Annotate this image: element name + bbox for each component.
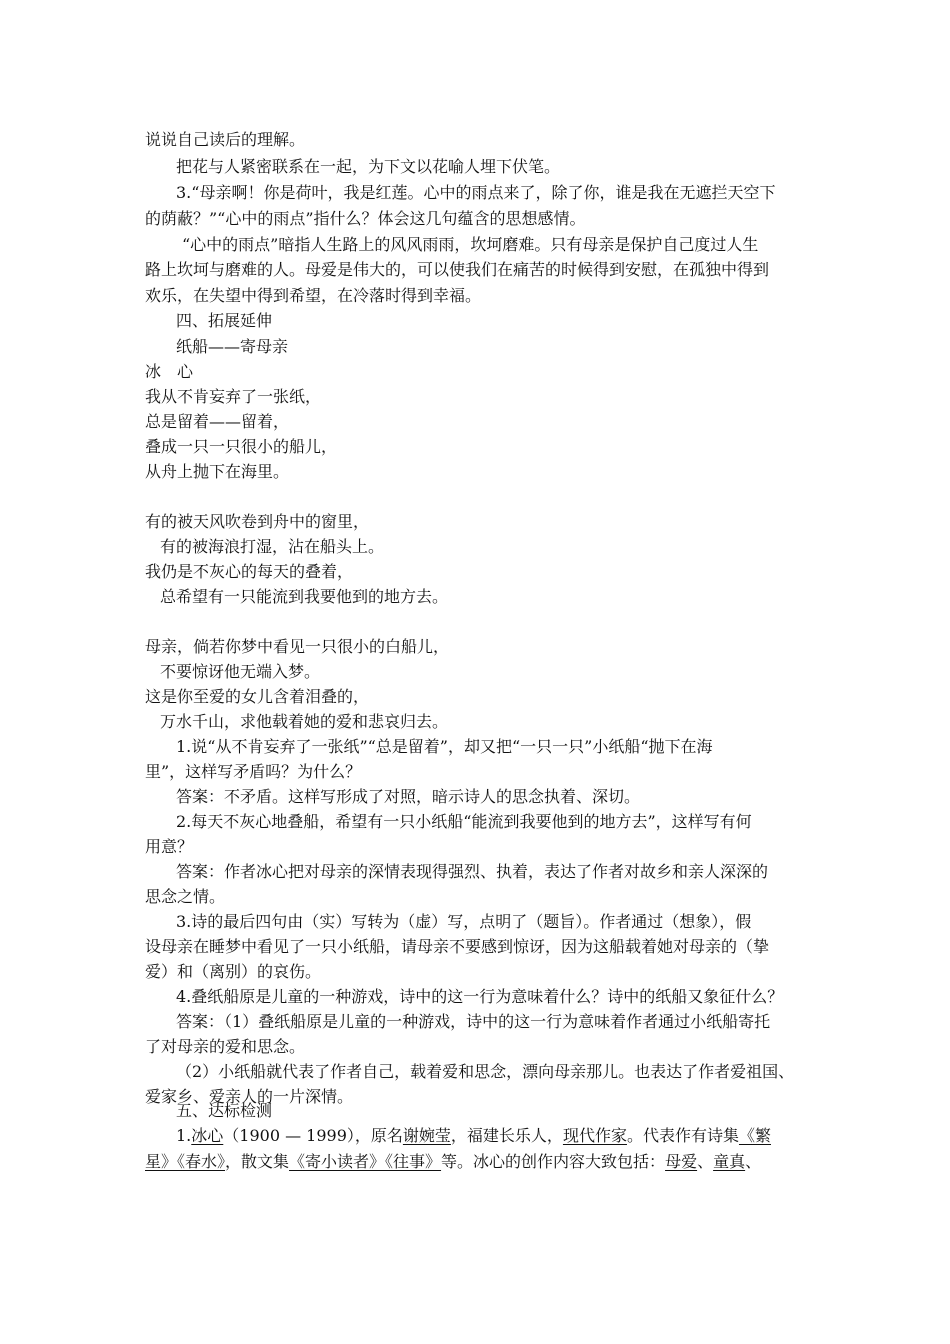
text-span: ，散文集 — [225, 1152, 290, 1171]
text-line: 冰 心 — [145, 362, 194, 381]
text-line: 从舟上抛下在海里。 — [145, 462, 290, 481]
text-line: 3.诗的最后四句由（实）写转为（虚）写，点明了（题旨）。作者通过（想象），假 — [176, 912, 752, 931]
text-line: 爱）和（离别）的哀伤。 — [145, 962, 322, 981]
text-line: 总希望有一只能流到我要他到的地方去。 — [160, 587, 449, 606]
text-span: 、 — [697, 1152, 714, 1171]
text-line: 母亲，倘若你梦中看见一只很小的白船儿， — [145, 637, 450, 656]
underlined-answer: 童真 — [713, 1152, 746, 1171]
text-line: “心中的雨点”暗指人生路上的风风雨雨，坎坷磨难。只有母亲是保护自己度过人生 — [182, 235, 759, 254]
text-line: 里”，这样写矛盾吗？为什么？ — [145, 762, 362, 781]
text-line — [176, 1126, 771, 1146]
text-line: 2.每天不灰心地叠船，希望有一只小纸船“能流到我要他到的地方去”，这样写有何 — [176, 812, 752, 831]
text-line: 总是留着——留着， — [145, 412, 290, 431]
text-line — [145, 1152, 761, 1172]
text-line: 万水千山，求他载着她的爱和悲哀归去。 — [160, 712, 449, 731]
text-line: 1.说“从不肯妄弃了一张纸”“总是留着”，却又把“一只一只”小纸船“抛下在海 — [176, 737, 713, 756]
text-line: 设母亲在睡梦中看见了一只小纸船，请母亲不要感到惊讶，因为这船载着她对母亲的（挚 — [145, 937, 770, 956]
text-line: 不要惊讶他无端入梦。 — [160, 662, 321, 681]
text-line: 叠成一只一只很小的船儿， — [145, 437, 338, 456]
text-line: 3.“母亲啊！你是荷叶，我是红莲。心中的雨点来了，除了你，谁是我在无遮拦天空下 — [176, 183, 776, 202]
text-line: 的荫蔽？”“心中的雨点”指什么？体会这几句蕴含的思想感情。 — [145, 209, 586, 228]
text-line: 思念之情。 — [145, 887, 226, 906]
text-line: 爱家乡、爱亲人的一片深情。 — [145, 1087, 354, 1106]
underlined-answer: 现代作家 — [562, 1126, 627, 1145]
text-line: 答案：（1）叠纸船原是儿童的一种游戏，诗中的这一行为意味着作者通过小纸船寄托 — [176, 1012, 771, 1031]
text-line: 说说自己读后的理解。 — [145, 130, 306, 149]
text-line: 这是你至爱的女儿含着泪叠的， — [145, 687, 370, 706]
text-line: 我仍是不灰心的每天的叠着， — [145, 562, 354, 581]
text-line: 路上坎坷与磨难的人。母爱是伟大的，可以使我们在痛苦的时候得到安慰，在孤独中得到 — [145, 260, 770, 279]
text-line: 五、达标检测 — [176, 1101, 273, 1120]
text-line: 用意？ — [145, 837, 194, 856]
underlined-answer: 《繁 — [738, 1126, 771, 1145]
text-line: 四、拓展延伸 — [176, 311, 273, 330]
text-span: 等。冰心的创作内容大致包括： — [441, 1152, 666, 1171]
text-line: （2）小纸船就代表了作者自己，载着爱和思念，漂向母亲那儿。也表达了作者爱祖国、 — [176, 1062, 795, 1081]
text-line: 了对母亲的爱和思念。 — [145, 1037, 306, 1056]
text-line: 欢乐，在失望中得到希望，在冷落时得到幸福。 — [145, 286, 482, 305]
text-line: 有的被海浪打湿，沾在船头上。 — [160, 537, 385, 556]
underlined-answer: 星》《春水》 — [145, 1152, 226, 1171]
text-span: 、 — [745, 1152, 762, 1171]
text-line: 我从不肯妄弃了一张纸， — [145, 387, 322, 406]
underlined-answer: 母爱 — [665, 1152, 698, 1171]
text-span: 。代表作有诗集 — [626, 1126, 739, 1145]
text-line: 答案：作者冰心把对母亲的深情表现得强烈、执着，表达了作者对故乡和亲人深深的 — [176, 862, 769, 881]
underlined-answer: 《寄小读者》《往事》 — [289, 1152, 442, 1171]
text-span: ，福建长乐人， — [450, 1126, 563, 1145]
text-line: 答案：不矛盾。这样写形成了对照，暗示诗人的思念执着、深切。 — [176, 787, 641, 806]
text-line: 纸船——寄母亲 — [176, 337, 289, 356]
text-line: 有的被天风吹卷到舟中的窗里， — [145, 512, 370, 531]
item-number: 1. — [176, 1126, 192, 1145]
underlined-answer: 谢婉莹 — [402, 1126, 451, 1145]
underlined-answer: 冰心 — [191, 1126, 224, 1145]
text-line: 把花与人紧密联系在一起，为下文以花喻人埋下伏笔。 — [176, 157, 561, 176]
text-line: 4.叠纸船原是儿童的一种游戏，诗中的这一行为意味着什么？诗中的纸船又象征什么？ — [176, 987, 784, 1006]
text-span: （1900 — 1999），原名 — [223, 1126, 403, 1145]
